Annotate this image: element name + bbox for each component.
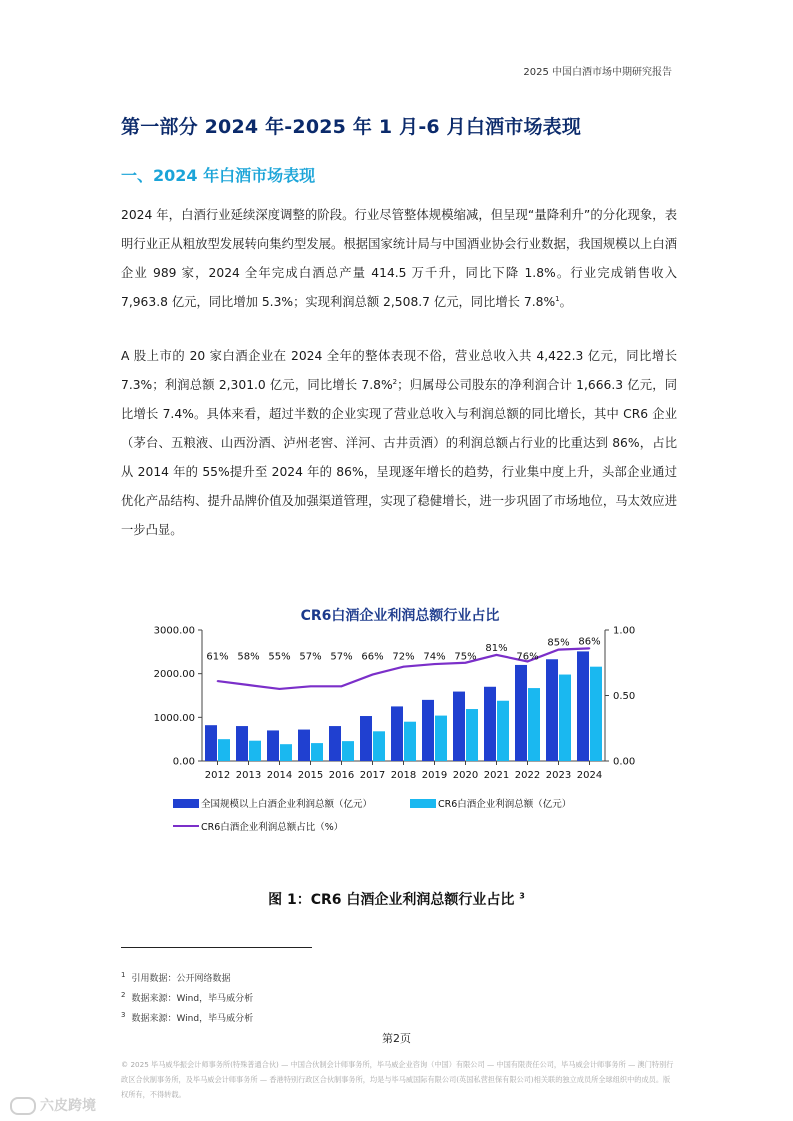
footnote-ref-1[interactable]: 1 bbox=[555, 294, 560, 303]
legal-notice: © 2025 毕马威华振会计师事务所(特殊普通合伙) — 中国合伙制会计师事务所，毕马威企业咨询（中国）有限公司 — 中国有限责任公司，毕马威会计师事务所 — 澳门特别行政区合伙制事务所，及毕马威会计师事务所 — 香港特别行政区合伙制事务所，均是与毕马威国际有限公司(英国私营担保有限公司)相关联的独立成员所全球组织中的成员。版权所有，不得转载。 bbox=[121, 1060, 674, 1099]
line-point-cr6-share bbox=[372, 674, 374, 676]
bar-total-profit bbox=[546, 659, 558, 761]
x-tick-label: 2016 bbox=[328, 770, 355, 781]
data-label-share: 61% bbox=[206, 651, 229, 663]
x-tick-label: 2024 bbox=[576, 770, 603, 781]
footnote-3-number: 3 bbox=[121, 1011, 126, 1019]
bar-total-profit bbox=[515, 665, 527, 761]
bar-total-profit bbox=[267, 730, 279, 761]
data-label-share: 57% bbox=[330, 651, 353, 663]
footnote-3-text: 数据来源：Wind，毕马威分析 bbox=[131, 1014, 254, 1024]
x-tick-label: 2013 bbox=[235, 770, 262, 781]
x-tick-label: 2021 bbox=[483, 770, 510, 781]
legend-label-total-profit: 全国规模以上白酒企业利润总额（亿元） bbox=[201, 799, 373, 810]
data-label-share: 75% bbox=[454, 651, 477, 663]
x-tick-label: 2012 bbox=[204, 770, 231, 781]
bar-total-profit bbox=[484, 687, 496, 761]
footnote-3 bbox=[121, 1011, 253, 1024]
bar-cr6-profit bbox=[342, 741, 354, 761]
footnote-1-text: 引用数据：公开网络数据 bbox=[131, 974, 231, 984]
line-point-cr6-share bbox=[248, 684, 250, 686]
bar-total-profit bbox=[391, 706, 403, 761]
watermark-text: 六皮跨境 bbox=[40, 1098, 96, 1114]
bar-cr6-profit bbox=[466, 709, 478, 761]
x-tick-label: 2017 bbox=[359, 770, 386, 781]
footnote-1-number: 1 bbox=[121, 971, 126, 979]
data-label-share: 81% bbox=[485, 642, 508, 654]
bar-cr6-profit bbox=[559, 675, 571, 761]
footnote-divider bbox=[121, 947, 312, 948]
paragraph-2 bbox=[121, 342, 677, 545]
bar-total-profit bbox=[205, 725, 217, 761]
page-number: 第2页 bbox=[382, 1032, 411, 1045]
bar-total-profit bbox=[453, 692, 465, 761]
footnote-2-text: 数据来源：Wind，毕马威分析 bbox=[131, 994, 254, 1004]
x-tick-label: 2023 bbox=[545, 770, 572, 781]
paragraph-2-text-a: A 股上市的 20 家白酒企业在 2024 全年的整体表现不俗，营业总收入共 4,422.3 亿元，同比增长 7.3%；利润总额 2,301.0 亿元，同比增长 7.8% bbox=[121, 349, 677, 392]
x-tick-label: 2014 bbox=[266, 770, 293, 781]
watermark-logo-icon bbox=[10, 1097, 36, 1115]
legend-swatch-total-profit bbox=[173, 799, 199, 808]
paragraph-1-end: 。 bbox=[559, 295, 572, 309]
y-tick-label-left: 2000.00 bbox=[153, 669, 195, 681]
paragraph-1 bbox=[121, 201, 677, 317]
bar-cr6-profit bbox=[590, 667, 602, 761]
footnote-ref-3[interactable]: 3 bbox=[519, 891, 525, 901]
bar-total-profit bbox=[329, 726, 341, 761]
x-tick-label: 2015 bbox=[297, 770, 324, 781]
x-tick-label: 2022 bbox=[514, 770, 541, 781]
x-tick-label: 2018 bbox=[390, 770, 417, 781]
bar-total-profit bbox=[360, 716, 372, 761]
data-label-share: 86% bbox=[578, 636, 601, 648]
bar-total-profit bbox=[577, 651, 589, 761]
footnote-2-number: 2 bbox=[121, 991, 126, 999]
footnote-2 bbox=[121, 991, 253, 1004]
legend-label-cr6-profit: CR6白酒企业利润总额（亿元） bbox=[438, 799, 572, 810]
bar-cr6-profit bbox=[280, 744, 292, 761]
line-point-cr6-share bbox=[279, 688, 281, 690]
paragraph-1-text: 2024 年，白酒行业延续深度调整的阶段。行业尽管整体规模缩减，但呈现“量降利升”的分化现象，表明行业正从粗放型发展转向集约型发展。根据国家统计局与中国酒业协会行业数据，我国规模以上白酒企业 989 家，2024 全年完成白酒总产量 414.5 万千升，同比下降 1.8%。行业完成销售收入 7,963.8 亿元，同比增加 5.3%；实现利润总额 2,508.7 亿元，同比增长 7.8% bbox=[121, 208, 677, 309]
data-label-share: 85% bbox=[547, 637, 570, 649]
bar-cr6-profit bbox=[218, 739, 230, 761]
line-point-cr6-share bbox=[310, 686, 312, 688]
bar-total-profit bbox=[236, 726, 248, 761]
y-tick-label-left: 1000.00 bbox=[153, 712, 195, 724]
line-point-cr6-share bbox=[589, 648, 591, 650]
y-tick-label-right: 0.50 bbox=[613, 691, 636, 702]
footnote-ref-2[interactable]: 2 bbox=[392, 377, 398, 386]
data-label-share: 74% bbox=[423, 651, 446, 663]
data-label-share: 58% bbox=[237, 651, 260, 663]
figure-caption bbox=[0, 889, 793, 909]
section-title: 第一部分 2024 年-2025 年 1 月-6 月白酒市场表现 bbox=[121, 116, 582, 138]
section-subtitle: 一、2024 年白酒市场表现 bbox=[121, 166, 316, 185]
report-header: 2025 中国白酒市场中期研究报告 bbox=[523, 67, 672, 78]
bar-cr6-profit bbox=[435, 716, 447, 761]
legend-swatch-cr6-profit bbox=[410, 799, 436, 808]
line-point-cr6-share bbox=[217, 680, 219, 682]
y-tick-label-right: 0.00 bbox=[613, 756, 636, 768]
line-point-cr6-share bbox=[403, 666, 405, 668]
y-tick-label-left: 3000.00 bbox=[153, 625, 195, 637]
bar-total-profit bbox=[298, 730, 310, 761]
y-tick-label-right: 1.00 bbox=[613, 625, 636, 637]
data-label-share: 57% bbox=[299, 651, 322, 663]
line-point-cr6-share bbox=[558, 649, 560, 651]
legend-label-cr6-share: CR6白酒企业利润总额占比（%） bbox=[201, 822, 344, 833]
paragraph-2-text-b: ；归属母公司股东的净利润合计 1,666.3 亿元，同比增长 7.4%。具体来看，超过半数的企业实现了营业总收入与利润总额的同比增长，其中 CR6 企业（茅台、五粮液、山西汾酒、泸州老窖、洋河、古井贡酒）的利润总额占行业的比重达到 86%，占比从 2014 年的 55%提升至 2024 年的 86%，呈现逐年增长的趋势，行业集中度上升，头部企业通过优化产品结构、提升品牌价值及加强渠道管理，实现了稳健增长，进一步巩固了市场地位，马太效应进一步凸显。 bbox=[121, 378, 677, 537]
data-label-share: 72% bbox=[392, 651, 415, 663]
figure-caption-text: 图 1：CR6 白酒企业利润总额行业占比 bbox=[268, 892, 515, 908]
line-point-cr6-share bbox=[341, 686, 343, 688]
data-label-share: 76% bbox=[516, 651, 539, 663]
y-tick-label-left: 0.00 bbox=[172, 756, 195, 768]
bar-cr6-profit bbox=[404, 722, 416, 761]
watermark bbox=[10, 1095, 96, 1115]
chart-plot-area bbox=[154, 626, 636, 834]
x-tick-label: 2019 bbox=[421, 770, 448, 781]
x-tick-label: 2020 bbox=[452, 770, 479, 781]
bar-cr6-profit bbox=[373, 731, 385, 761]
bar-cr6-profit bbox=[497, 701, 509, 761]
bar-cr6-profit bbox=[311, 743, 323, 761]
line-point-cr6-share bbox=[434, 663, 436, 665]
bar-cr6-profit bbox=[528, 688, 540, 761]
line-point-cr6-share bbox=[496, 654, 498, 656]
bar-total-profit bbox=[422, 700, 434, 761]
chart-title: CR6白酒企业利润总额行业占比 bbox=[300, 608, 500, 624]
footnote-1 bbox=[121, 971, 230, 984]
data-label-share: 55% bbox=[268, 651, 291, 663]
data-label-share: 66% bbox=[361, 651, 384, 663]
profit-share-chart bbox=[140, 602, 660, 847]
bar-cr6-profit bbox=[249, 741, 261, 761]
